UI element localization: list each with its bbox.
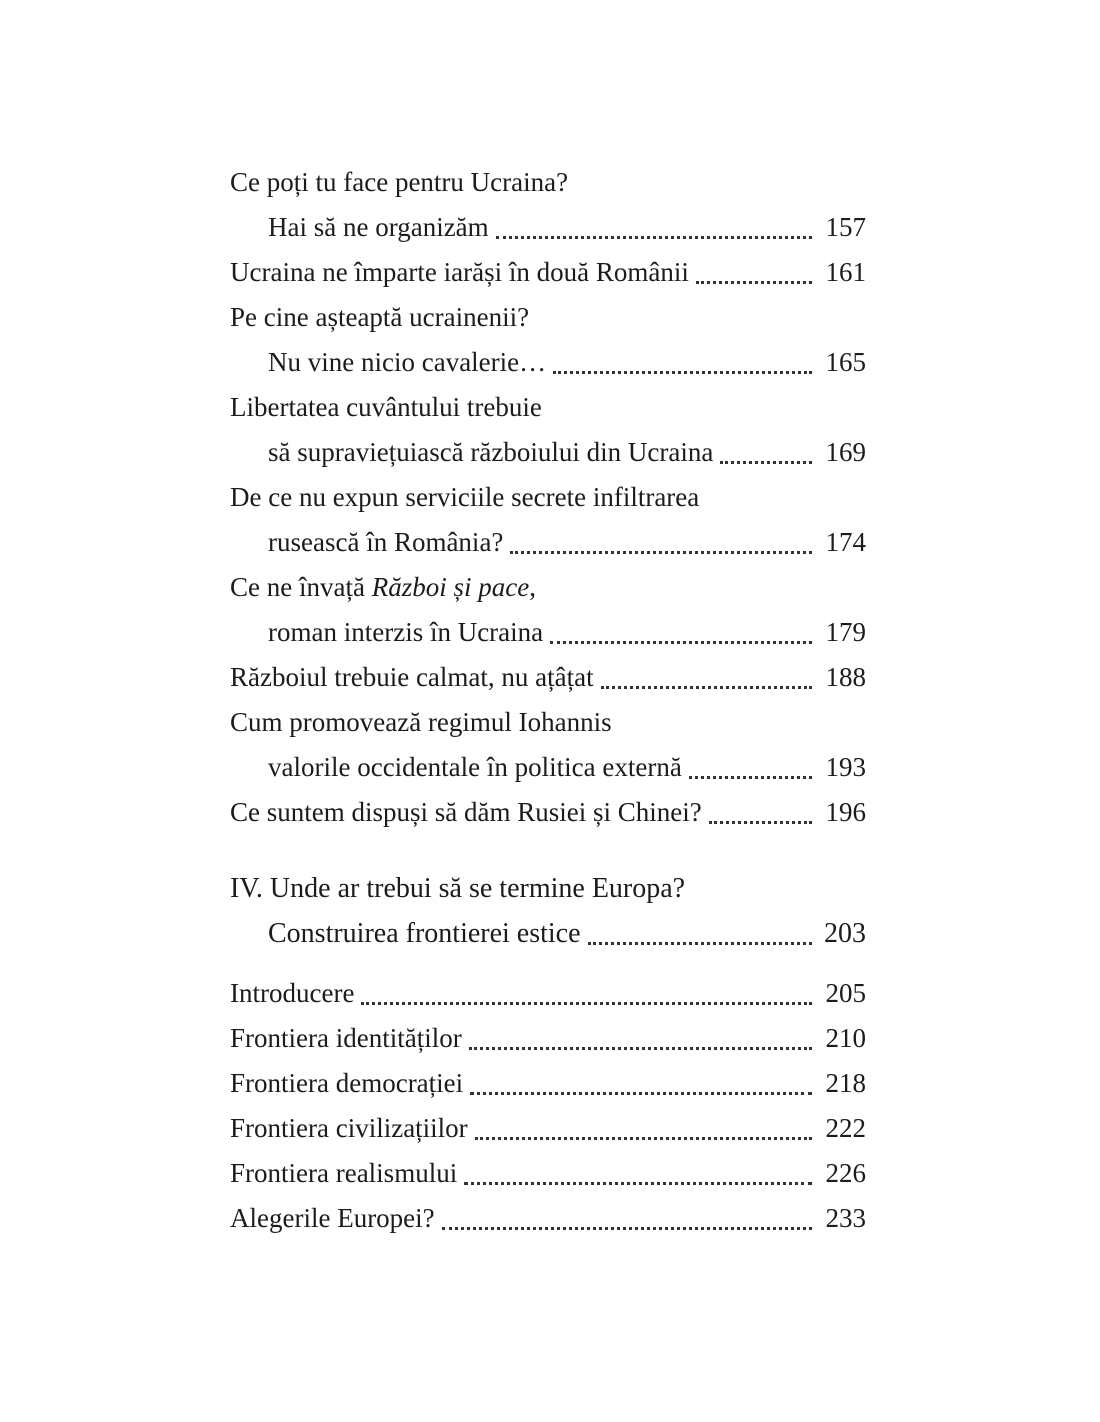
dot-leader: [475, 1106, 812, 1151]
page-number: 169: [825, 437, 866, 467]
text-segment: să supraviețuiască războiului din Ucraina: [268, 437, 714, 467]
book-title-italic: Război și pace: [371, 572, 530, 602]
toc-line-text: [268, 340, 546, 385]
dot-leader: [709, 790, 812, 835]
toc-entry: [230, 295, 866, 385]
toc-line: [230, 911, 866, 956]
page-number: 196: [825, 797, 866, 827]
text-segment: Frontiera civilizațiilor: [230, 1113, 468, 1143]
toc-line-text: [230, 1061, 463, 1106]
text-segment: Introducere: [230, 978, 355, 1008]
toc-line-text: [268, 430, 713, 475]
toc-line-text: [230, 790, 702, 835]
toc-entry: [230, 1061, 866, 1106]
toc-entry: [230, 790, 866, 835]
toc-entry: [230, 160, 866, 250]
page-number: 203: [824, 918, 866, 949]
text-segment: roman interzis în Ucraina: [268, 617, 544, 647]
text-segment: Frontiera democrației: [230, 1068, 464, 1098]
toc-line-text: [230, 250, 689, 295]
text-segment: rusească în România?: [268, 527, 504, 557]
text-segment: Alegerile Europei?: [230, 1203, 435, 1233]
page-number: 174: [825, 527, 866, 557]
dot-leader: [469, 1016, 812, 1061]
toc-line-text: [230, 866, 685, 911]
toc-line: [230, 971, 866, 1016]
toc-entry: [230, 1151, 866, 1196]
page-number: 165: [825, 347, 866, 377]
text-segment: Ce suntem dispuși să dăm Rusiei și Chinei?: [230, 797, 702, 827]
toc-entry: [230, 1106, 866, 1151]
toc-line: [230, 1016, 866, 1061]
dot-leader: [470, 1061, 812, 1106]
toc-line: [230, 475, 866, 520]
toc-line: [230, 295, 866, 340]
toc-line-text: [230, 1196, 435, 1241]
toc-line-text: [230, 971, 354, 1016]
toc-line: [230, 1106, 866, 1151]
toc-entry: [230, 475, 866, 565]
toc-line-text: [268, 205, 489, 250]
page-number: 218: [825, 1068, 866, 1098]
text-segment: Libertatea cuvântului trebuie: [230, 392, 542, 422]
toc-line: [230, 160, 866, 205]
text-segment: Nu vine nicio cavalerie…: [268, 347, 547, 377]
dot-leader: [510, 520, 812, 565]
text-segment: De ce nu expun serviciile secrete infiltrarea: [230, 482, 700, 512]
toc-line-text: [230, 1016, 462, 1061]
page-number: 193: [825, 752, 866, 782]
dot-leader: [553, 340, 812, 385]
toc-entry: [230, 655, 866, 700]
dot-leader: [720, 430, 812, 475]
dot-leader: [588, 911, 812, 956]
dot-leader: [442, 1196, 812, 1241]
toc-line: [230, 655, 866, 700]
toc-line: [230, 700, 866, 745]
toc-line-text: [230, 1106, 468, 1151]
toc-line-text: [230, 565, 536, 610]
text-segment: Războiul trebuie calmat, nu ațâțat: [230, 662, 594, 692]
page-number: 161: [825, 257, 866, 287]
page-number: 210: [825, 1023, 866, 1053]
toc-line: [230, 1196, 866, 1241]
toc-line-text: [230, 655, 594, 700]
page-number: 179: [825, 617, 866, 647]
text-segment: Cum promovează regimul Iohannis: [230, 707, 612, 737]
text-segment: Frontiera realismului: [230, 1158, 458, 1188]
toc-line-text: [230, 385, 542, 430]
toc-line-text: [230, 295, 529, 340]
text-segment: Ucraina ne împarte iarăși în două Românii: [230, 257, 689, 287]
toc-line: [230, 340, 866, 385]
toc-line-text: [230, 160, 568, 205]
text-segment: Frontiera identităților: [230, 1023, 462, 1053]
table-of-contents: [230, 160, 866, 1241]
dot-leader: [550, 610, 812, 655]
toc-line-text: [230, 1151, 457, 1196]
text-segment: Ce poți tu face pentru Ucraina?: [230, 167, 569, 197]
toc-line-text: [268, 520, 503, 565]
toc-entry: [230, 700, 866, 790]
toc-line: [230, 205, 866, 250]
toc-line: [230, 610, 866, 655]
toc-line-text: [268, 911, 581, 956]
text-segment: ,: [529, 572, 536, 602]
text-segment: IV. Unde ar trebui să se termine Europa?: [230, 873, 686, 904]
dot-leader: [689, 745, 812, 790]
toc-line: [230, 866, 866, 911]
toc-line: [230, 520, 866, 565]
toc-line-text: [230, 475, 699, 520]
text-segment: valorile occidentale în politica externă: [268, 752, 682, 782]
toc-entry: [230, 1196, 866, 1241]
toc-line: [230, 430, 866, 475]
toc-entry: [230, 385, 866, 475]
dot-leader: [464, 1151, 812, 1196]
text-segment: Construirea frontierei estice: [268, 918, 581, 949]
dot-leader: [696, 250, 812, 295]
toc-line: [230, 1061, 866, 1106]
toc-entry: [230, 250, 866, 295]
toc-section-entry: [230, 866, 866, 956]
dot-leader: [601, 655, 812, 700]
dot-leader: [361, 971, 812, 1016]
toc-entry: [230, 565, 866, 655]
text-segment: Hai să ne organizăm: [268, 212, 489, 242]
page-number: 222: [825, 1113, 866, 1143]
toc-line: [230, 745, 866, 790]
page-number: 233: [825, 1203, 866, 1233]
page-number: 205: [825, 978, 866, 1008]
dot-leader: [496, 205, 812, 250]
toc-line: [230, 565, 866, 610]
toc-line-text: [268, 610, 543, 655]
page-number: 226: [825, 1158, 866, 1188]
toc-line-text: [268, 745, 682, 790]
toc-line: [230, 790, 866, 835]
text-segment: Ce ne învață: [230, 572, 372, 602]
toc-entry: [230, 971, 866, 1016]
toc-line: [230, 1151, 866, 1196]
toc-line: [230, 250, 866, 295]
toc-line: [230, 385, 866, 430]
page-number: 157: [825, 212, 866, 242]
toc-entry: [230, 1016, 866, 1061]
text-segment: Pe cine așteaptă ucrainenii?: [230, 302, 530, 332]
page-number: 188: [825, 662, 866, 692]
toc-line-text: [230, 700, 612, 745]
